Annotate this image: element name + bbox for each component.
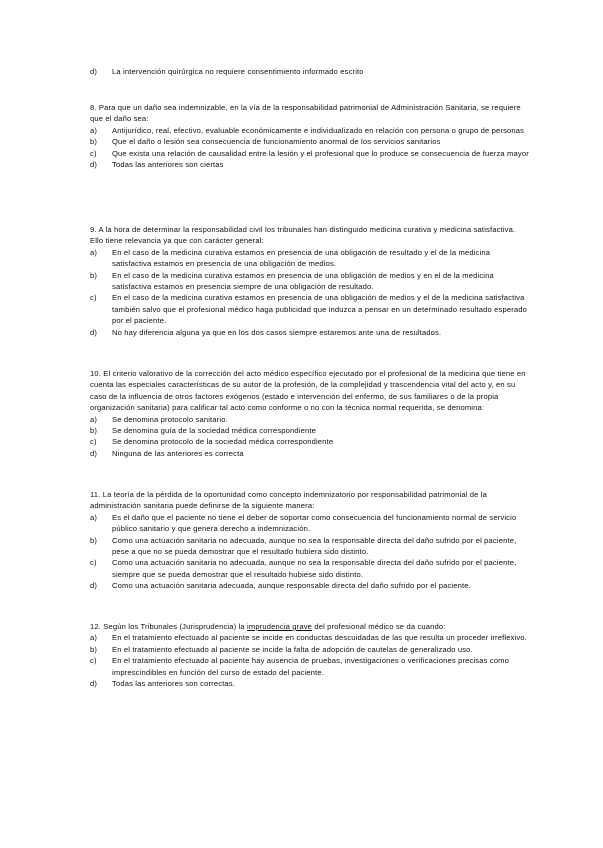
option-text: Como una actuación sanitaria adecuada, aunque responsable directa del daño sufrido por el paciente.: [112, 581, 471, 591]
question-9-option-b: [90, 270, 530, 293]
question-10-option-b: [90, 425, 530, 436]
question-8-option-a: [90, 125, 530, 136]
question-11-option-c: [90, 557, 530, 580]
option-text: Ninguna de las anteriores es correcta: [112, 448, 244, 458]
question-12-underlined-term: imprudencia grave: [247, 622, 313, 631]
question-11-option-a: [90, 512, 530, 535]
question-12-option-b: [90, 644, 530, 655]
option-letter: d): [90, 67, 98, 76]
question-12-option-a: [90, 632, 530, 643]
option-text: En el tratamiento efectuado al paciente se incide la falta de adopción de cautelas de generalizado uso.: [112, 644, 473, 654]
option-letter: d): [90, 448, 98, 458]
option-letter: a): [90, 414, 98, 424]
question-9: [90, 224, 530, 338]
question-8-option-c: [90, 148, 530, 159]
question-8-text: 8. Para que un daño sea indemnizable, en la vía de la responsabilidad patrimonial de Administración Sanitaria, se requiere que el daño sea:: [90, 103, 521, 124]
question-9-text: 9. A la hora de determinar la responsabilidad civil los tribunales han distinguido medicina curativa y medicina satisfactiva. Ello tiene relevancia ya que con carácter general:: [90, 225, 516, 246]
option-letter: d): [90, 160, 98, 170]
option-letter: d): [90, 679, 98, 689]
option-text: En el tratamiento efectuado al paciente hay ausencia de pruebas, investigaciones o verificaciones precisas como imprescindibles en función del curso de estado del paciente.: [112, 656, 509, 677]
option-letter: b): [90, 535, 98, 545]
question-9-option-d: [90, 327, 530, 338]
question-11-option-d: [90, 580, 530, 591]
question-10-option-c: [90, 436, 530, 447]
question-9-option-c: [90, 292, 530, 326]
option-text: Antijurídico, real, efectivo, evaluable económicamente e individualizado en relación con persona o grupo de personas: [112, 125, 525, 135]
option-letter: a): [90, 633, 98, 643]
option-text: En el tratamiento efectuado al paciente se incide en conductas descuidadas de las que resulta un proceder irreflexivo.: [112, 633, 527, 643]
option-text: Se denomina guía de la sociedad médica correspondiente: [112, 426, 316, 436]
option-letter: d): [90, 581, 98, 591]
option-letter: c): [90, 293, 97, 303]
option-letter: c): [90, 656, 97, 666]
option-letter: a): [90, 247, 98, 257]
question-9-option-a: [90, 247, 530, 270]
question-10-option-d: [90, 448, 530, 459]
question-12-option-c: [90, 655, 530, 678]
question-8-option-d: [90, 159, 530, 170]
option-text: Todas las anteriores son ciertas: [112, 160, 224, 170]
option-text: Que el daño o lesión sea consecuencia de funcionamiento anormal de los servicios sanitarios: [112, 137, 441, 147]
option-text: Como una actuación sanitaria no adecuada, aunque no sea la responsable directa del daño sufrido por el paciente, siempre que se pueda demostrar que el resultado hubiese sido distinto.: [112, 558, 517, 579]
option-letter: c): [90, 558, 97, 568]
option-letter: d): [90, 327, 98, 337]
question-7: [90, 66, 530, 77]
option-letter: b): [90, 270, 98, 280]
option-letter: b): [90, 426, 98, 436]
option-text: En el caso de la medicina curativa estamos en presencia de una obligación de medios y el de la medicina satisfactiva también salvo que el profesional médico haga publicidad que induzca a pensar en un determinado resultado esperado por el paciente.: [112, 293, 528, 326]
question-12-text-end: del profesional médico se da cuando:: [312, 622, 446, 631]
option-text: En el caso de la medicina curativa estamos en presencia de una obligación de resultado y el de la medicina satisfactiva estamos en presencia de una obligación de medios.: [112, 247, 491, 269]
question-8: [90, 102, 530, 170]
question-11-option-b: [90, 535, 530, 558]
option-text: Todas las anteriores son correctas.: [112, 679, 236, 689]
option-letter: a): [90, 512, 98, 522]
option-text: Se denomina protocolo sanitario.: [112, 414, 228, 424]
option-letter: c): [90, 437, 97, 447]
question-10: [90, 368, 530, 459]
option-text: Es el daño que el paciente no tiene el deber de soportar como consecuencia del funcionamiento normal de servicio público sanitario y que genera derecho a indemnización.: [112, 512, 517, 534]
option-text: Se denomina protocolo de la sociedad médica correspondiente: [112, 437, 334, 447]
option-letter: a): [90, 125, 98, 135]
question-12-text: [90, 621, 530, 632]
option-letter: c): [90, 148, 97, 158]
option-letter: b): [90, 644, 98, 654]
question-10-text: 10. El criterio valorativo de la corrección del acto médico específico ejecutado por el profesional de la medicina que tiene en cuenta las especiales características de su autor de la profesión, de la complejidad y trascendencia vital del acto y, en su caso de la influencia de otros factores exógenos (estado e intervención del enfermo, de sus familiares o de la propia organización sanitaria) para calificar tal acto como conforme o no con la técnica normal requerida, se denomina:: [90, 369, 526, 413]
option-text: Como una actuación sanitaria no adecuada, aunque no sea la responsable directa del daño sufrido por el paciente, pese a que no se pueda demostrar que el resultado hubiera sido distinto.: [112, 535, 517, 557]
question-12-text-start: 12. Según los Tribunales (Jurisprudencia) la: [90, 622, 248, 631]
question-8-option-b: [90, 136, 530, 147]
option-text: Que exista una relación de causalidad entre la lesión y el profesional que lo produce se consecuencia de fuerza mayor: [112, 148, 529, 158]
option-text: No hay diferencia alguna ya que en los dos casos siempre estaremos ante una de resultados.: [112, 327, 442, 337]
option-text: La intervención quirúrgica no requiere consentimiento informado escrito: [112, 67, 364, 76]
question-11-text: 11. La teoría de la pérdida de la oportunidad como concepto indemnizatorio por responsabilidad patrimonial de la administración sanitaria puede definirse de la siguiente manera:: [90, 490, 488, 511]
question-7-option-d: [90, 66, 530, 77]
question-10-option-a: [90, 414, 530, 425]
question-12: [90, 621, 530, 689]
question-11: [90, 489, 530, 592]
option-letter: b): [90, 137, 98, 147]
question-12-option-d: [90, 678, 530, 689]
option-text: En el caso de la medicina curativa estamos en presencia de una obligación de medios y en el de la medicina satisfactiva estamos en presencia siempre de una obligación de resultado.: [112, 270, 494, 292]
